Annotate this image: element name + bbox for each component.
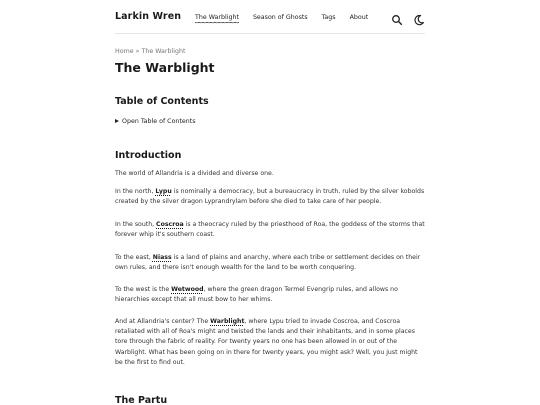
paragraph-text: In the north, <box>115 188 156 195</box>
breadcrumb-current[interactable]: The Warblight <box>141 48 186 55</box>
intro-paragraph-3 <box>115 220 427 240</box>
disclosure-triangle-icon <box>115 119 119 123</box>
section-heading-the-partu: The Partu <box>115 395 168 405</box>
dark-mode-moon-icon[interactable] <box>413 11 425 23</box>
paragraph-text: is a theocracy ruled by the priesthood of Roa, the goddess of the storms that forever whip it's southern coast. <box>115 221 425 239</box>
paragraph-text: In the south, <box>115 221 157 228</box>
nav-link-about[interactable]: About <box>349 13 369 21</box>
breadcrumb-separator: » <box>135 48 140 55</box>
intro-paragraph-1: The world of Allandria is a divided and diverse one. <box>115 170 274 177</box>
intro-paragraph-6 <box>115 317 427 368</box>
paragraph-text: , where Lypu tried to invade Coscroa, and Coscroa retaliated with all of Roa's might and twisted the lands and their inhabitants, and in some places tore through the fabric of reality. For twenty years no one has been allowed in or out of the Warblight. What has been going on in there for twenty years, you might ask? Well, you just might be the first to find out. <box>115 318 418 366</box>
link-warblight[interactable]: Warblight <box>210 318 245 325</box>
paragraph-text: And at Allandria's center? The <box>115 318 211 325</box>
paragraph-text: is a land of plains and anarchy, where each tribe or settlement decides on their own rules, and there isn't enough wealth for the land to be worth conquering. <box>115 254 421 272</box>
site-header <box>115 0 425 34</box>
link-niass[interactable]: Niass <box>152 254 172 261</box>
breadcrumb-home[interactable]: Home <box>115 48 134 55</box>
toc-toggle-label: Open Table of Contents <box>122 118 196 125</box>
intro-paragraph-2 <box>115 187 427 207</box>
toc-heading: Table of Contents <box>115 96 209 107</box>
intro-paragraph-5 <box>115 285 427 305</box>
intro-paragraph-4 <box>115 253 427 273</box>
site-title[interactable]: Larkin Wren <box>115 11 182 22</box>
search-icon[interactable] <box>391 11 403 23</box>
intro-heading: Introduction <box>115 150 182 161</box>
paragraph-text: To the east, <box>115 254 153 261</box>
nav-link-season-of-ghosts[interactable]: Season of Ghosts <box>252 13 308 21</box>
link-coscroa[interactable]: Coscroa <box>156 221 184 228</box>
paragraph-text: , where the green dragon Termel Evengrip rules, and allows no hierarchies except that all must bow to her whims. <box>115 286 398 304</box>
nav-link-tags[interactable]: Tags <box>321 13 336 21</box>
main-nav <box>195 0 382 34</box>
toc-toggle[interactable] <box>115 118 196 125</box>
breadcrumb <box>115 48 185 55</box>
link-wetwood[interactable]: Wetwood <box>171 286 204 293</box>
nav-link-the-warblight[interactable]: The Warblight <box>195 13 239 21</box>
paragraph-text: To the west is the <box>115 286 172 293</box>
link-lypu[interactable]: Lypu <box>155 188 172 195</box>
page-title: The Warblight <box>115 60 215 75</box>
paragraph-text: is nominally a democracy, but a bureaucracy in truth, ruled by the silver kobolds created by the silver dragon Lyprandrylam before she died to take care of her people. <box>115 188 425 206</box>
